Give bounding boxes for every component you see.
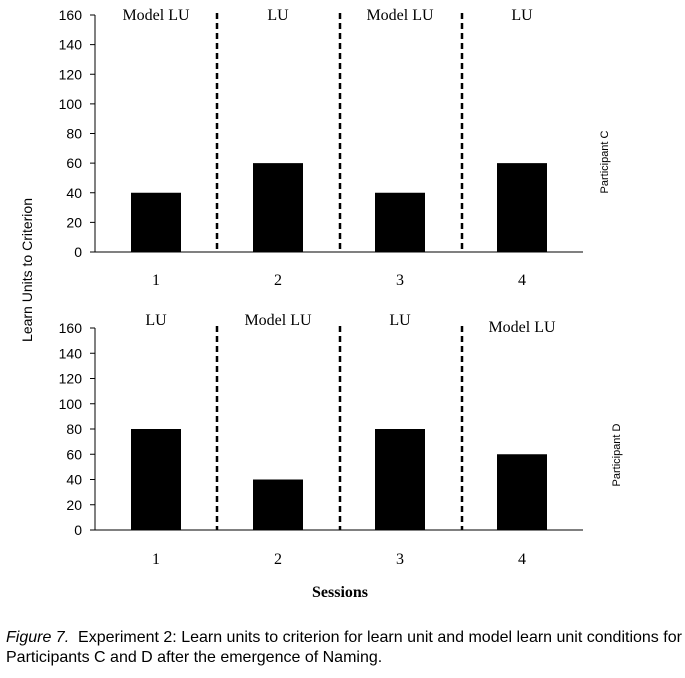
y-tick-label: 20 xyxy=(66,496,82,513)
y-tick-label: 40 xyxy=(66,184,82,201)
x-tick-label: 1 xyxy=(152,272,160,289)
bar xyxy=(253,163,303,252)
y-axis-label: Learn Units to Criterion xyxy=(19,198,35,342)
x-tick-label: 3 xyxy=(396,272,404,289)
x-tick-label: 4 xyxy=(518,551,526,568)
y-tick-label: 40 xyxy=(66,471,82,488)
bar xyxy=(375,429,425,530)
y-tick-label: 140 xyxy=(58,345,82,362)
phase-label: Model LU xyxy=(488,319,556,336)
bar xyxy=(131,193,181,252)
x-tick-label: 3 xyxy=(396,551,404,568)
y-tick-label: 120 xyxy=(58,370,82,387)
x-axis-label: Sessions xyxy=(311,584,369,601)
x-tick-label: 4 xyxy=(518,272,526,289)
caption-label: Figure 7. xyxy=(6,629,70,646)
caption-text: Experiment 2: Learn units to criterion for learn unit and model learn unit conditions for Participants C and D after the emergence of Naming. xyxy=(6,629,682,666)
bar xyxy=(375,193,425,252)
bar xyxy=(131,429,181,530)
phase-label: Model LU xyxy=(122,7,190,24)
y-tick-label: 100 xyxy=(58,95,82,112)
participant-label: Participant D xyxy=(611,423,623,487)
figure-caption xyxy=(6,628,682,668)
y-tick-label: 0 xyxy=(74,244,82,260)
y-tick-label: 80 xyxy=(66,421,82,437)
y-tick-label: 60 xyxy=(66,446,82,463)
x-tick-label: 1 xyxy=(152,551,160,568)
phase-label: LU xyxy=(511,7,533,24)
y-tick-label: 20 xyxy=(66,214,82,231)
y-tick-label: 140 xyxy=(58,36,82,53)
bar xyxy=(497,163,547,252)
panel-participant-d xyxy=(59,312,623,568)
phase-label: Model LU xyxy=(366,7,434,24)
y-tick-label: 160 xyxy=(58,7,82,23)
y-tick-label: 120 xyxy=(58,66,82,83)
panel-participant-c xyxy=(59,7,611,289)
y-tick-label: 60 xyxy=(66,155,82,172)
x-tick-label: 2 xyxy=(274,551,282,568)
y-tick-label: 160 xyxy=(58,320,82,336)
y-tick-label: 0 xyxy=(74,522,82,538)
y-tick-label: 80 xyxy=(66,125,82,142)
phase-label: LU xyxy=(267,7,289,24)
participant-label: Participant C xyxy=(599,130,611,194)
phase-label: LU xyxy=(389,312,411,329)
bar xyxy=(497,454,547,530)
y-tick-label: 100 xyxy=(58,395,82,412)
bar xyxy=(253,480,303,531)
phase-label: Model LU xyxy=(244,312,312,329)
phase-label: LU xyxy=(145,312,167,329)
x-tick-label: 2 xyxy=(274,272,282,289)
